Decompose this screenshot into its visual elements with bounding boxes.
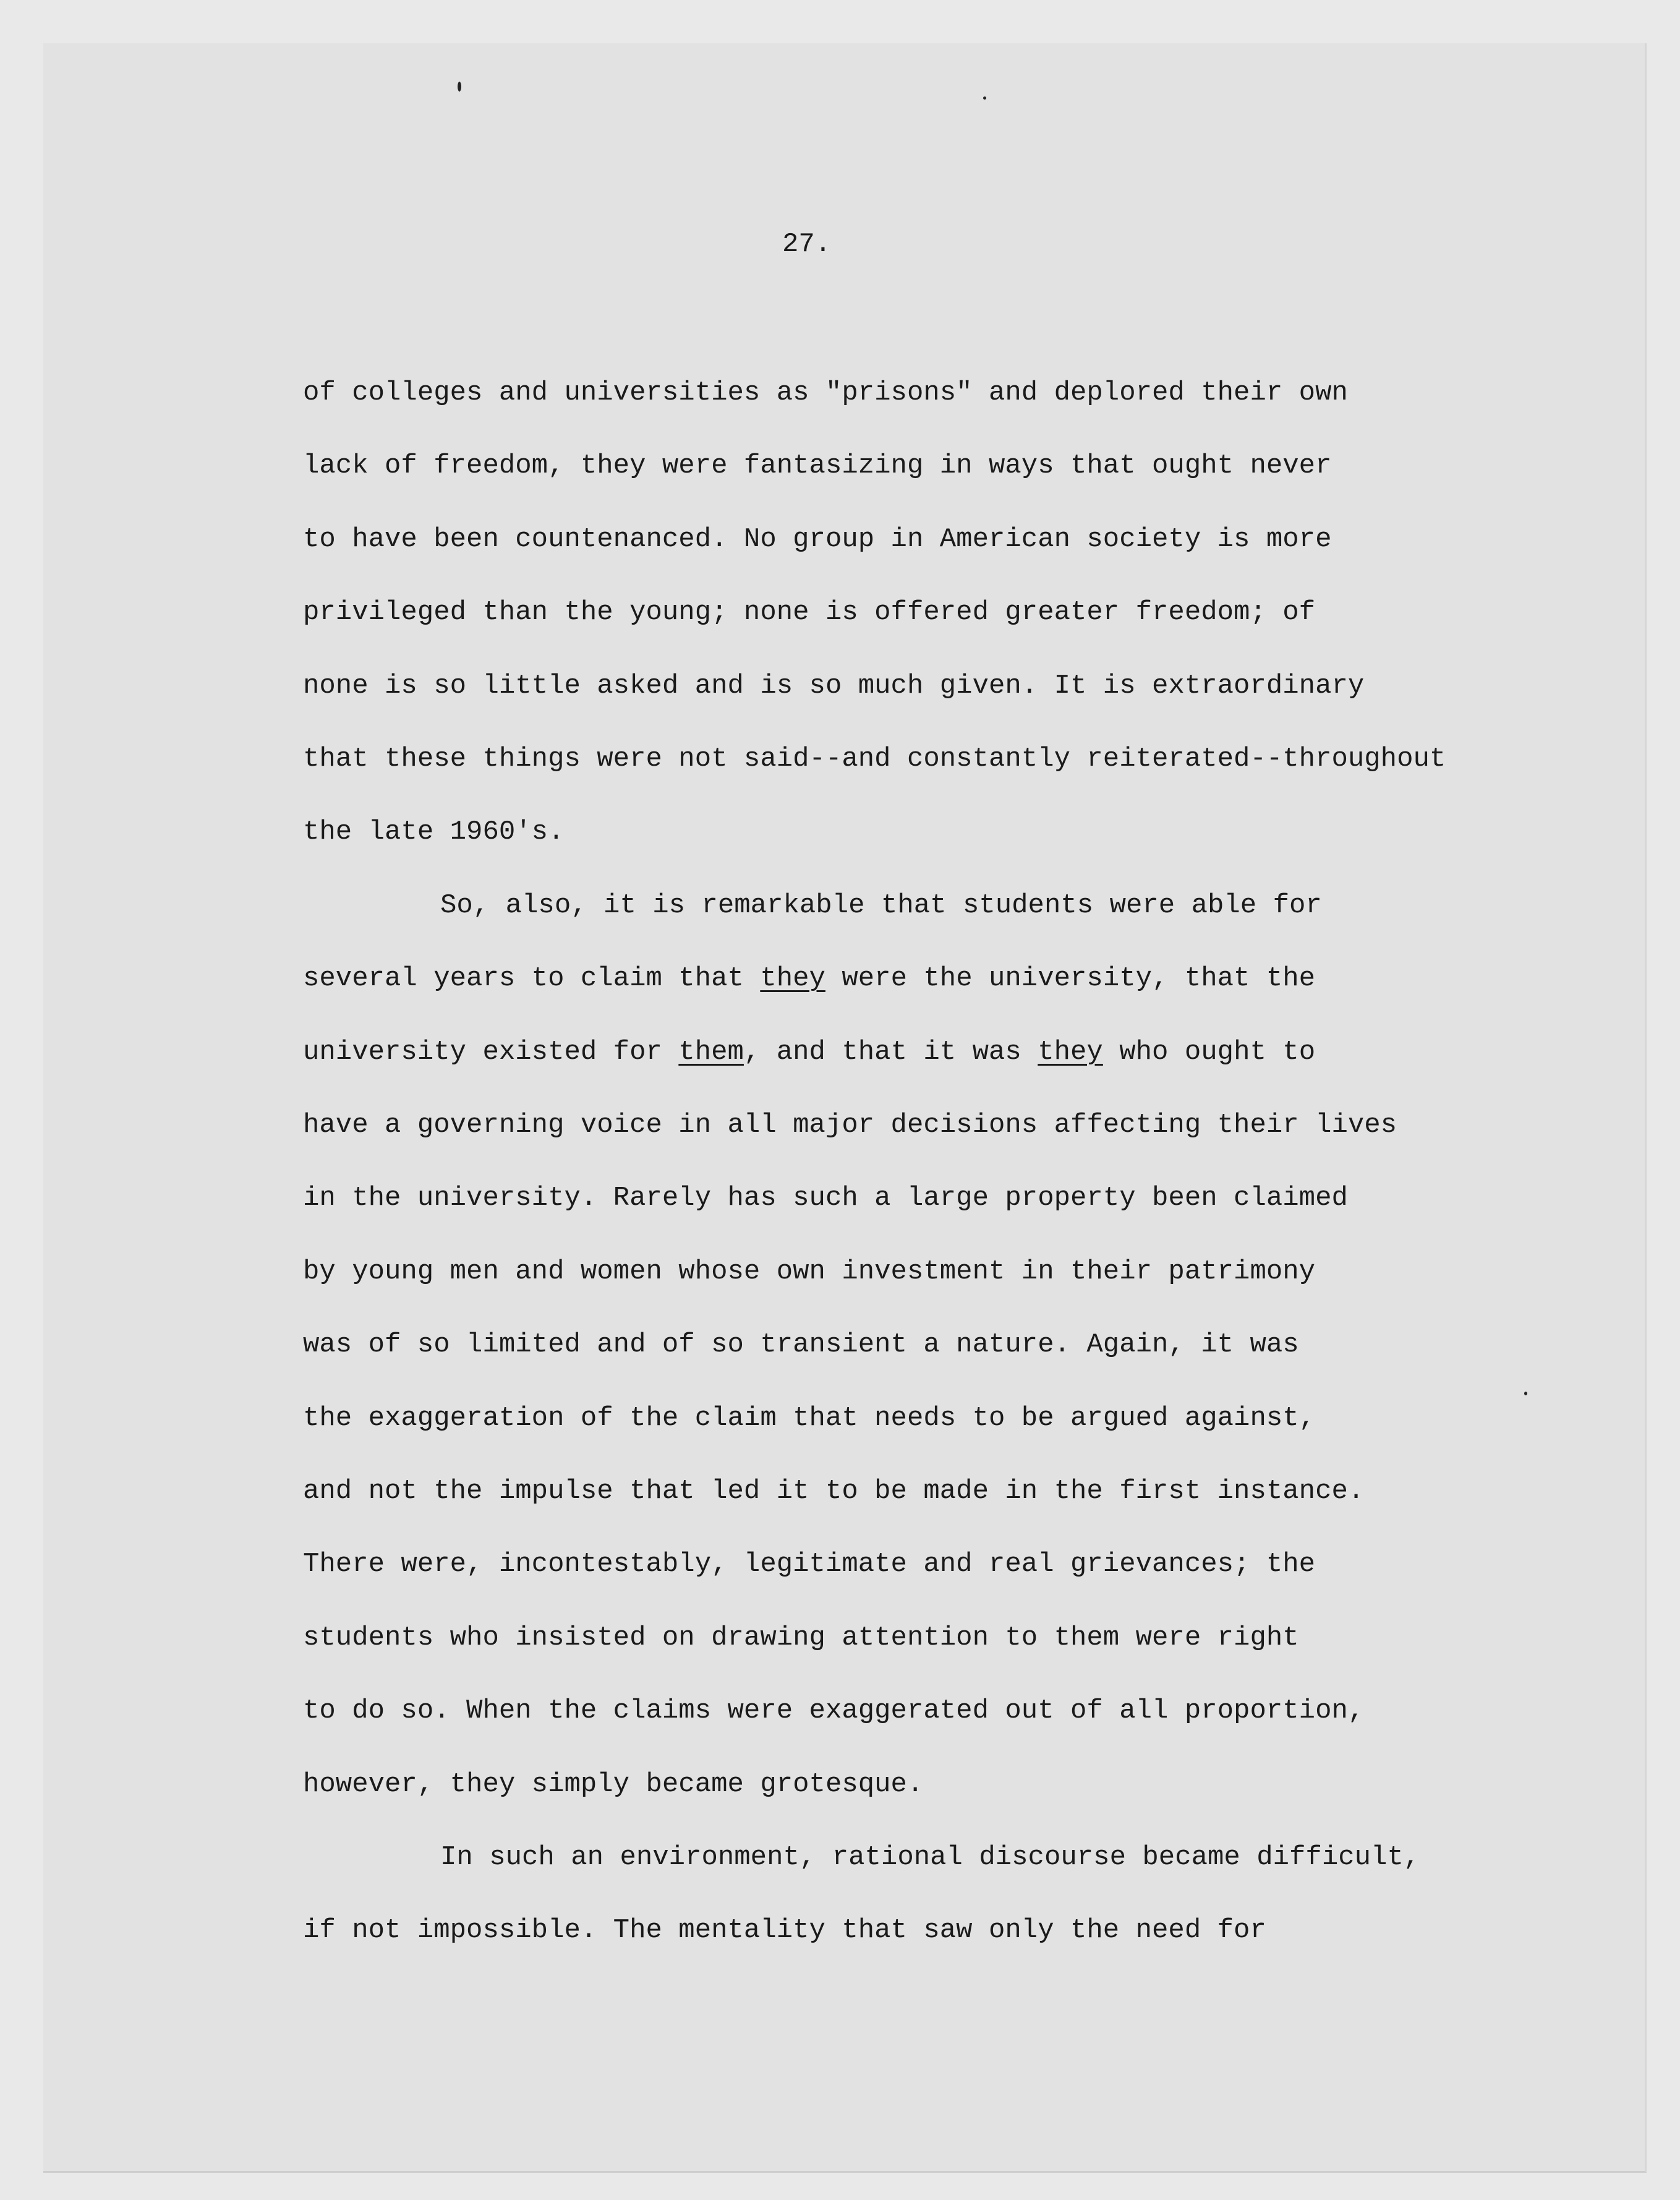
text-segment: In such an environment, rational discourse became difficult, xyxy=(440,1842,1420,1873)
text-line xyxy=(303,374,1348,411)
text-segment: in the university. Rarely has such a large property been claimed xyxy=(303,1183,1348,1214)
text-line xyxy=(303,1179,1348,1217)
text-segment: lack of freedom, they were fantasizing in ways that ought never xyxy=(303,450,1332,482)
text-line xyxy=(303,594,1315,631)
text-segment: if not impossible. The mentality that saw only the need for xyxy=(303,1915,1266,1946)
text-line xyxy=(303,1619,1299,1656)
text-line xyxy=(303,521,1331,558)
text-segment: was of so limited and of so transient a nature. Again, it was xyxy=(303,1329,1299,1361)
text-segment: by young men and women whose own investment in their patrimony xyxy=(303,1256,1316,1287)
text-line xyxy=(303,1326,1299,1363)
text-line xyxy=(303,1912,1266,1949)
paragraph-first-line xyxy=(440,1839,1420,1876)
ink-speck xyxy=(1524,1392,1527,1395)
text-segment: the exaggeration of the claim that needs to be argued against, xyxy=(303,1402,1316,1434)
text-line xyxy=(303,1253,1315,1290)
text-segment: none is so little asked and is so much given. It is extraordinary xyxy=(303,670,1365,701)
text-segment: privileged than the young; none is offered greater freedom; of xyxy=(303,597,1316,628)
underlined-word: they xyxy=(760,963,825,995)
text-line xyxy=(303,447,1331,484)
text-segment: university existed for xyxy=(303,1036,679,1068)
text-line xyxy=(303,1692,1364,1729)
text-line xyxy=(303,1473,1364,1510)
text-segment: to have been countenanced. No group in American society is more xyxy=(303,523,1332,555)
ink-speck xyxy=(983,96,986,100)
text-segment: that these things were not said--and constantly reiterated--throughout xyxy=(303,743,1446,774)
text-line xyxy=(303,667,1364,704)
text-segment: and not the impulse that led it to be made in the first instance. xyxy=(303,1476,1365,1507)
document-page xyxy=(43,43,1647,2173)
text-line xyxy=(303,813,564,850)
text-line xyxy=(303,1546,1315,1583)
ink-speck xyxy=(458,82,461,92)
text-line xyxy=(303,740,1446,777)
underlined-word: them xyxy=(678,1036,744,1068)
text-segment: several years to claim that xyxy=(303,963,761,995)
text-line xyxy=(303,960,1315,997)
text-segment: There were, incontestably, legitimate and real grievances; the xyxy=(303,1549,1316,1580)
text-line xyxy=(303,1766,923,1803)
text-segment: who ought to xyxy=(1102,1036,1316,1068)
text-segment: , and that it was xyxy=(743,1036,1038,1068)
text-line xyxy=(303,1106,1397,1144)
text-line xyxy=(303,1034,1315,1071)
text-segment: to do so. When the claims were exaggerated out of all proportion, xyxy=(303,1695,1365,1727)
text-segment: students who insisted on drawing attention to them were right xyxy=(303,1622,1299,1653)
underlined-word: they xyxy=(1038,1036,1103,1068)
page-number: 27. xyxy=(782,229,832,260)
paragraph-first-line xyxy=(440,887,1322,924)
text-segment: were the university, that the xyxy=(825,963,1316,995)
text-segment: So, also, it is remarkable that students were able for xyxy=(440,889,1322,921)
text-segment: however, they simply became grotesque. xyxy=(303,1768,924,1800)
text-segment: have a governing voice in all major decisions affecting their lives xyxy=(303,1110,1397,1141)
text-segment: the late 1960's. xyxy=(303,816,565,848)
text-line xyxy=(303,1400,1315,1437)
text-segment: of colleges and universities as "prisons" and deplored their own xyxy=(303,377,1348,408)
